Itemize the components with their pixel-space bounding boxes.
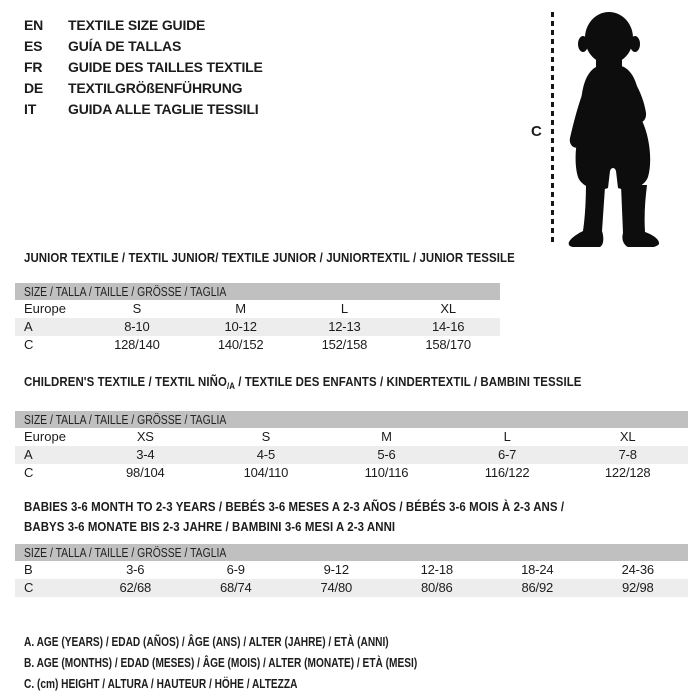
language-code: DE (24, 80, 44, 96)
height-cell: 158/170 (425, 337, 471, 352)
height-cell: 140/152 (217, 337, 264, 352)
table-row-europe (15, 300, 500, 318)
title-subscript: /A (227, 381, 235, 391)
babies-textile-section (15, 497, 688, 597)
language-row-de (24, 78, 263, 99)
language-title: GUIDE DES TAILLES TEXTILE (68, 59, 263, 75)
language-code: ES (24, 38, 43, 54)
language-title: TEXTILE SIZE GUIDE (68, 17, 206, 33)
row-label: Europe (24, 429, 66, 444)
months-cell: 3-6 (126, 562, 145, 577)
size-cell: S (261, 429, 271, 444)
babies-table-title (24, 497, 608, 537)
measure-label-c: C (531, 123, 542, 140)
age-cell: 8-10 (124, 319, 150, 334)
footnotes (24, 631, 528, 694)
row-label: B (24, 562, 33, 577)
title-part: / TEXTILE DES ENFANTS / KINDERTEXTIL / BAMBINI TESSILE (234, 374, 582, 389)
language-code: EN (24, 17, 44, 33)
height-cell: 92/98 (621, 580, 654, 595)
height-cell: 110/116 (364, 465, 409, 480)
table-row-height (15, 579, 688, 597)
months-cell: 9-12 (323, 562, 349, 577)
row-label: A (24, 319, 33, 334)
height-cell: 152/158 (321, 337, 368, 352)
language-code: IT (24, 101, 37, 117)
size-cell: XL (440, 301, 456, 316)
height-measure-dashed-line (551, 12, 554, 244)
children-table-title (24, 374, 608, 394)
language-code: FR (24, 59, 43, 75)
toddler-silhouette-icon (565, 11, 670, 247)
age-cell: 5-6 (377, 447, 396, 462)
age-cell: 10-12 (224, 319, 257, 334)
table-row-europe (15, 428, 688, 446)
footnote-b: B. AGE (MONTHS) / EDAD (MESES) / ÂGE (MOIS) / ALTER (MONATE) / ETÀ (MESI) (24, 655, 418, 670)
size-header-bar (15, 283, 500, 300)
row-label: C (24, 337, 34, 352)
junior-table-title: JUNIOR TEXTILE / TEXTIL JUNIOR/ TEXTILE JUNIOR / JUNIORTEXTIL / JUNIOR TESSILE (24, 250, 515, 265)
height-cell: 68/74 (219, 580, 252, 595)
row-label: A (24, 447, 33, 462)
size-cell: XL (619, 429, 636, 444)
children-size-table (15, 411, 688, 482)
size-header-bar (15, 544, 688, 561)
size-cell: XS (136, 429, 154, 444)
months-cell: 18-24 (521, 562, 554, 577)
junior-textile-section (15, 250, 582, 354)
size-header-bar (15, 411, 688, 428)
babies-title-line2: BABYS 3-6 MONATE BIS 2-3 JAHRE / BAMBINI 3-6 MESI A 2-3 ANNI (24, 519, 396, 534)
age-cell: 12-13 (328, 319, 361, 334)
height-cell: 86/92 (521, 580, 554, 595)
babies-size-table (15, 544, 688, 597)
table-row-months (15, 561, 688, 579)
height-cell: 98/104 (126, 465, 165, 480)
row-label: C (24, 580, 34, 595)
size-cell: S (132, 301, 142, 316)
months-cell: 6-9 (226, 562, 245, 577)
height-cell: 62/68 (119, 580, 152, 595)
language-row-fr (24, 57, 263, 78)
footnote-a: A. AGE (YEARS) / EDAD (AÑOS) / ÂGE (ANS) / ALTER (JAHRE) / ETÀ (ANNI) (24, 634, 389, 649)
table-row-age (15, 446, 688, 464)
row-label: C (24, 465, 34, 480)
age-cell: 3-4 (136, 447, 155, 462)
language-list (24, 15, 263, 120)
table-row-height (15, 464, 688, 482)
size-header-text: SIZE / TALLA / TAILLE / GRÖSSE / TAGLIA (24, 545, 227, 560)
language-title: GUÍA DE TALLAS (68, 38, 182, 54)
age-cell: 7-8 (618, 447, 637, 462)
height-cell: 128/140 (114, 337, 160, 352)
size-cell: L (340, 301, 348, 316)
age-cell: 4-5 (256, 447, 275, 462)
height-cell: 80/86 (420, 580, 453, 595)
children-textile-section (15, 374, 688, 482)
language-title: TEXTILGRÖßENFÜHRUNG (68, 80, 243, 96)
table-row-height (15, 336, 500, 354)
months-cell: 24-36 (621, 562, 654, 577)
language-title: GUIDA ALLE TAGLIE TESSILI (68, 101, 259, 117)
age-cell: 14-16 (432, 319, 465, 334)
junior-size-table (15, 283, 500, 354)
age-cell: 6-7 (497, 447, 517, 462)
title-part: CHILDREN'S TEXTILE / TEXTIL NIÑO (24, 374, 228, 389)
size-header-text: SIZE / TALLA / TAILLE / GRÖSSE / TAGLIA (24, 284, 227, 299)
height-cell: 74/80 (320, 580, 353, 595)
row-label: Europe (24, 301, 66, 316)
height-cell: 122/128 (604, 465, 651, 480)
months-cell: 12-18 (420, 562, 453, 577)
size-cell: M (381, 429, 392, 444)
height-cell: 116/122 (484, 465, 530, 480)
language-row-it (24, 99, 263, 120)
size-cell: L (503, 429, 511, 444)
language-row-es (24, 36, 263, 57)
size-header-text: SIZE / TALLA / TAILLE / GRÖSSE / TAGLIA (24, 412, 227, 427)
babies-title-line1: BABIES 3-6 MONTH TO 2-3 YEARS / BEBÉS 3-6 MESES A 2-3 AÑOS / BÉBÉS 3-6 MOIS À 2-3 ANS / (24, 499, 565, 514)
table-row-age (15, 318, 500, 336)
size-cell: M (235, 301, 246, 316)
height-cell: 104/110 (243, 465, 289, 480)
language-row-en (24, 15, 263, 36)
footnote-c: C. (cm) HEIGHT / ALTURA / HAUTEUR / HÖHE / ALTEZZA (24, 676, 298, 691)
